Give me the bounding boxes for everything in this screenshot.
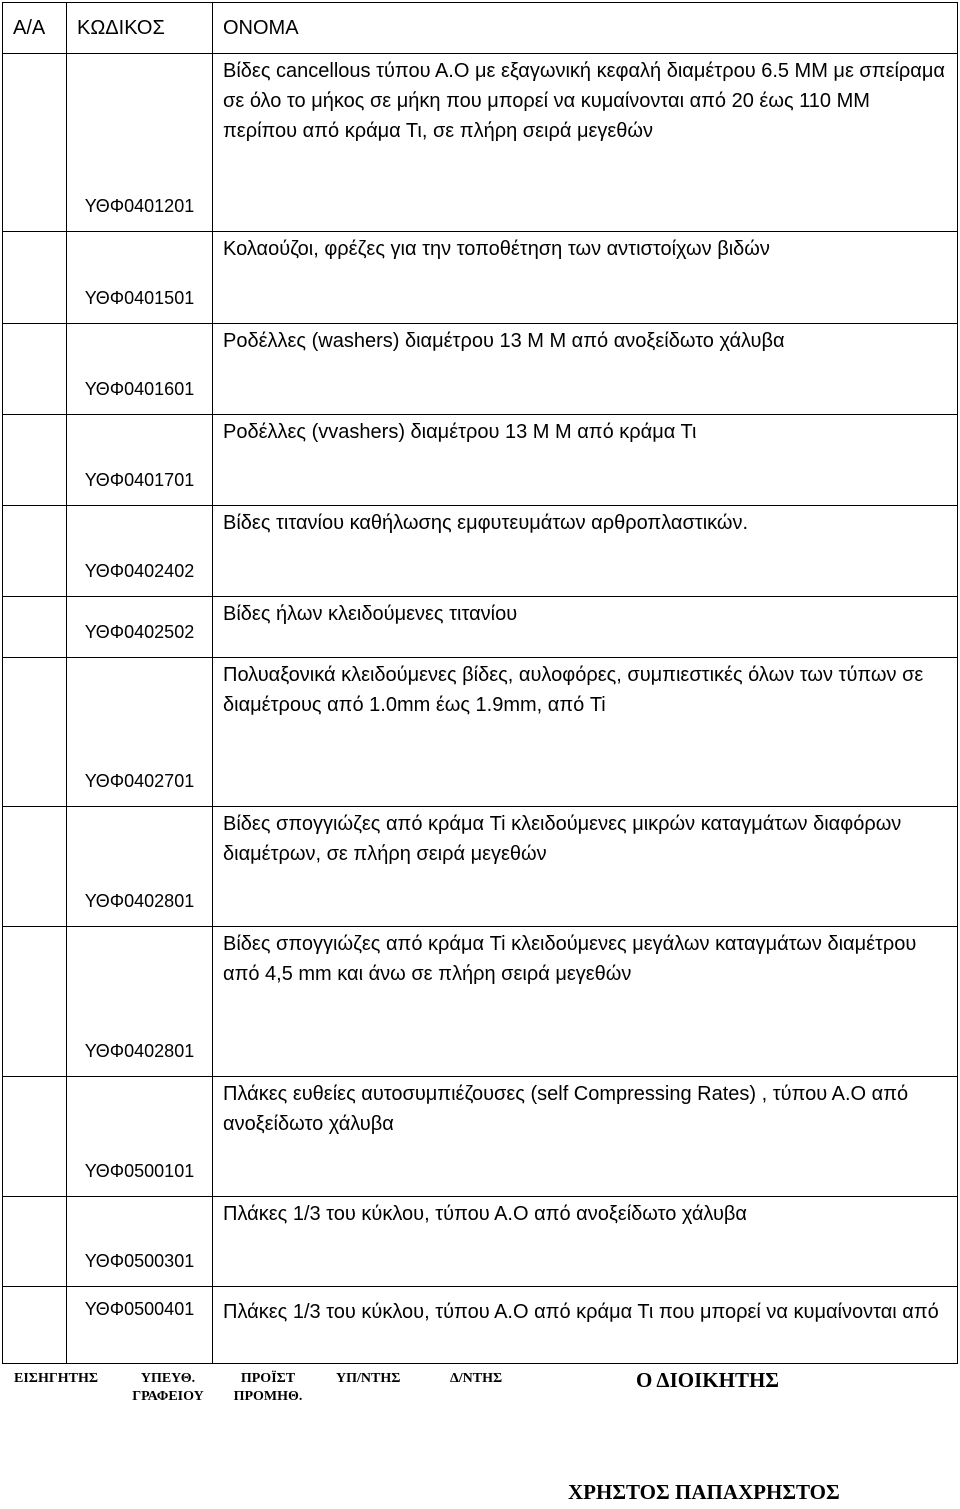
row-code: ΥΘΦ0500401 [67, 1287, 213, 1364]
items-table [2, 2, 958, 1364]
director-name: ΧΡΗΣΤΟΣ ΠΑΠΑΧΡΗΣΤΟΣ [568, 1480, 840, 1504]
row-aa [3, 927, 67, 1077]
table-row [3, 597, 958, 658]
row-name: Βίδες ήλων κλειδούμενες τιτανίου [213, 597, 958, 658]
table-row [3, 324, 958, 415]
header-name: ΟΝΟΜΑ [213, 3, 958, 54]
table-row [3, 1197, 958, 1287]
table-row [3, 415, 958, 506]
row-aa [3, 415, 67, 506]
row-name: Βίδες cancellous τύπου Α.Ο με εξαγωνική κεφαλή διαμέτρου 6.5 MM με σπείραμα σε όλο το μήκος σε μήκη που μπορεί να κυμαίνονται από 20 έως 110 MM περίπου από κράμα Τι, σε πλήρη σειρά μεγεθών [213, 54, 958, 232]
table-row [3, 1077, 958, 1197]
signature-office-head: ΥΠΕΥΘ. ΓΡΑΦΕΙΟΥ [132, 1371, 204, 1404]
row-aa [3, 1077, 67, 1197]
row-aa [3, 232, 67, 324]
row-name: Πολυαξονικά κλειδούμενες βίδες, αυλοφόρες, συμπιεστικές όλων των τύπων σε διαμέτρους από 1.0mm έως 1.9mm, από Ti [213, 658, 958, 807]
table-header-row [3, 3, 958, 54]
signature-footer [0, 1362, 960, 1509]
signature-rapporteur: ΕΙΣΗΓΗΤΗΣ [14, 1371, 99, 1386]
row-name: Βίδες σπογγιώζες από κράμα Ti κλειδούμενες μεγάλων καταγμάτων διαμέτρου από 4,5 mm και άνω σε πλήρη σειρά μεγεθών [213, 927, 958, 1077]
row-aa [3, 807, 67, 927]
table-row [3, 54, 958, 232]
table-row [3, 232, 958, 324]
row-code: ΥΘΦ0402701 [67, 658, 213, 807]
row-name: Πλάκες 1/3 του κύκλου, τύπου Α.Ο από κράμα Τι που μπορεί να κυμαίνονται από [213, 1287, 958, 1364]
row-aa [3, 54, 67, 232]
row-code: ΥΘΦ0401201 [67, 54, 213, 232]
header-code: ΚΩΔΙΚΟΣ [67, 3, 213, 54]
row-code: ΥΘΦ0402502 [67, 597, 213, 658]
row-aa [3, 1287, 67, 1364]
row-code: ΥΘΦ0401601 [67, 324, 213, 415]
table-row [3, 927, 958, 1077]
row-aa [3, 324, 67, 415]
row-aa [3, 506, 67, 597]
row-name: Βίδες σπογγιώζες από κράμα Ti κλειδούμενες μικρών καταγμάτων διαφόρων διαμέτρων, σε πλήρη σειρά μεγεθών [213, 807, 958, 927]
row-name: Βίδες τιτανίου καθήλωσης εμφυτευμάτων αρθροπλαστικών. [213, 506, 958, 597]
row-code: ΥΘΦ0401501 [67, 232, 213, 324]
row-name: Πλάκες ευθείες αυτοσυμπιέζουσες (self Compressing Rates) , τύπου Α.Ο από ανοξείδωτο χάλυβα [213, 1077, 958, 1197]
row-name: Πλάκες 1/3 του κύκλου, τύπου Α.Ο από ανοξείδωτο χάλυβα [213, 1197, 958, 1287]
row-aa [3, 597, 67, 658]
table-row [3, 506, 958, 597]
row-aa [3, 658, 67, 807]
row-code: ΥΘΦ0402801 [67, 927, 213, 1077]
table-row [3, 1287, 958, 1364]
row-aa [3, 1197, 67, 1287]
row-code: ΥΘΦ0401701 [67, 415, 213, 506]
row-name: Ροδέλλες (washers) διαμέτρου 13 M M από ανοξείδωτο χάλυβα [213, 324, 958, 415]
director-title: Ο ΔΙΟΙΚΗΤΗΣ [636, 1368, 780, 1392]
signature-director: Δ/ΝΤΗΣ [450, 1371, 503, 1386]
row-code: ΥΘΦ0500301 [67, 1197, 213, 1287]
row-code: ΥΘΦ0402801 [67, 807, 213, 927]
table-row [3, 807, 958, 927]
table-row [3, 658, 958, 807]
signature-deputy-director: ΥΠ/ΝΤΗΣ [336, 1371, 401, 1386]
row-code: ΥΘΦ0402402 [67, 506, 213, 597]
row-name: Κολαούζοι, φρέζες για την τοποθέτηση των αντιστοίχων βιδών [213, 232, 958, 324]
header-aa: Α/Α [3, 3, 67, 54]
signature-procurement-head: ΠΡΟΪΣΤ ΠΡΟΜΗΘ. [233, 1371, 303, 1404]
row-code: ΥΘΦ0500101 [67, 1077, 213, 1197]
row-name: Ροδέλλες (vvashers) διαμέτρου 13 M M από κράμα Τι [213, 415, 958, 506]
